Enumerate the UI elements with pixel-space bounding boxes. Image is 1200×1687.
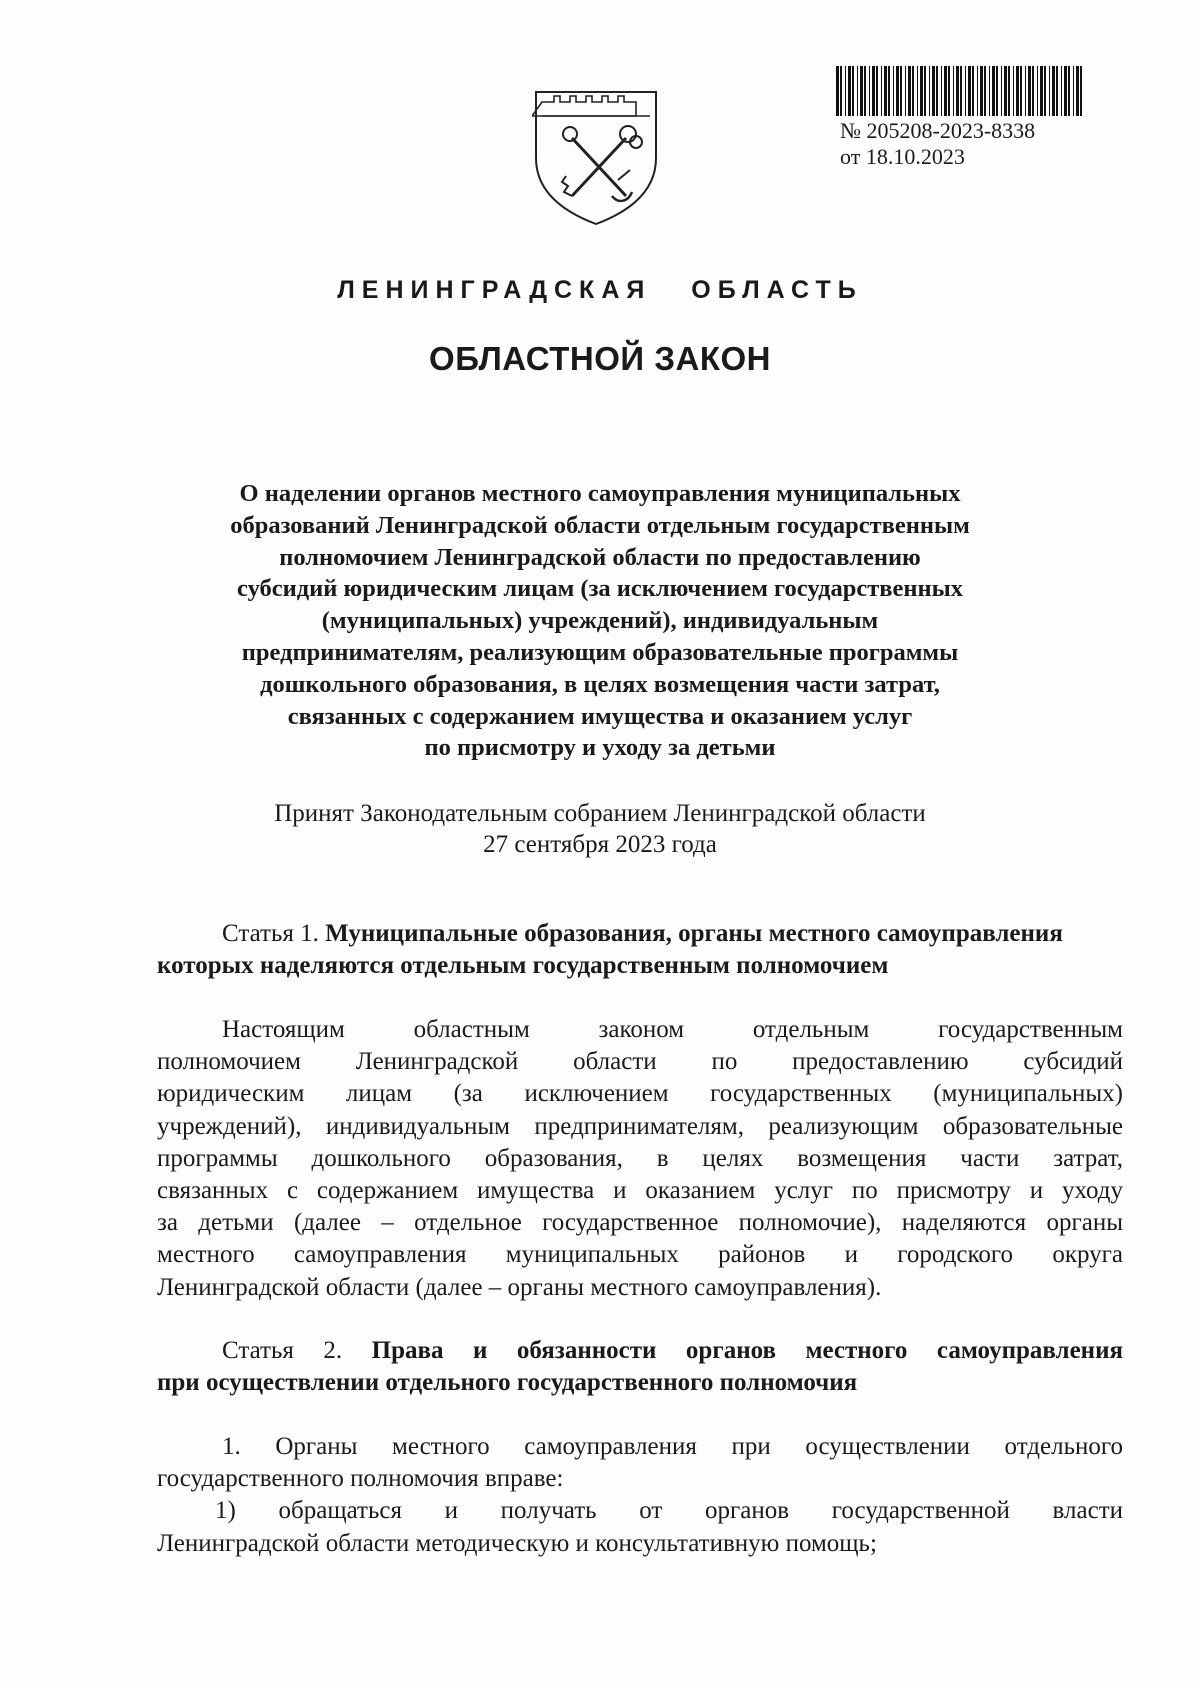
region-name: ЛЕНИНГРАДСКАЯ ОБЛАСТЬ (337, 276, 863, 304)
law-title-line: образований Ленинградской области отдельным государственным (230, 511, 970, 539)
article-1-title: Муниципальные образования, органы местного самоуправления (325, 920, 1063, 947)
coat-of-arms-icon (532, 88, 660, 226)
paragraph-line: юридическим лицам (за исключением государственных (муниципальных) (157, 1080, 1123, 1108)
article-1-label: Статья 1. (222, 920, 319, 947)
law-title-line: связанных с содержанием имущества и оказанием услуг (287, 702, 913, 730)
paragraph-line: Ленинградской области (далее – органы местного самоуправления). (157, 1273, 882, 1301)
paragraph-line: полномочием Ленинградской области по предоставлению субсидий (157, 1048, 1123, 1076)
article-2-title: Права и обязанности органов местного самоуправления (371, 1337, 1123, 1364)
paragraph-line: программы дошкольного образования, в целях возмещения части затрат, (157, 1144, 1123, 1172)
paragraph-line: государственного полномочия вправе: (157, 1465, 564, 1493)
paragraph-line: Настоящим областным законом отдельным государственным (222, 1016, 1123, 1043)
law-title-line: предпринимателям, реализующим образовательные программы (241, 638, 959, 666)
law-title-line: дошкольного образования, в целях возмещения части затрат, (260, 670, 940, 698)
article-1-text (157, 1014, 1123, 1304)
article-2-title-cont: при осуществлении отдельного государственного полномочия (157, 1369, 858, 1397)
adoption-line: Принят Законодательным собранием Ленинградской области (274, 800, 926, 827)
paragraph-line: 1) обращаться и получать от органов государственной власти (215, 1497, 1123, 1525)
adoption-note (150, 798, 1050, 860)
paragraph-line: за детьми (далее – отдельное государственное полномочие), наделяются органы (157, 1209, 1123, 1237)
registration-number: № 205208-2023-8338 (840, 118, 1036, 143)
registration-date: от 18.10.2023 (840, 144, 965, 169)
paragraph-line: местного самоуправления муниципальных районов и городского округа (157, 1241, 1123, 1269)
law-title (150, 478, 1050, 764)
article-2-heading (157, 1335, 1123, 1399)
article-1-title-cont: которых наделяются отдельным государственным полномочием (157, 952, 889, 980)
law-title-line: субсидий юридическим лицам (за исключением государственных (237, 575, 963, 603)
document-type: ОБЛАСТНОЙ ЗАКОН (429, 340, 771, 377)
paragraph-line: учреждений), индивидуальным предпринимателям, реализующим образовательные (157, 1112, 1123, 1140)
barcode-icon (834, 66, 1084, 116)
registration-block (840, 118, 1035, 170)
article-2-text (157, 1431, 1123, 1560)
paragraph-line: 1. Органы местного самоуправления при осуществлении отдельного (222, 1433, 1123, 1460)
paragraph-line: Ленинградской области методическую и консультативную помощь; (157, 1529, 877, 1557)
article-1-heading (157, 918, 1123, 982)
article-2-label: Статья 2. (222, 1337, 343, 1364)
law-title-line: (муниципальных) учреждений), индивидуальным (321, 607, 879, 635)
law-title-line: полномочием Ленинградской области по предоставлению (279, 543, 921, 571)
paragraph-line: связанных с содержанием имущества и оказанием услуг по присмотру и уходу (157, 1177, 1123, 1205)
law-title-line: по присмотру и уходу за детьми (424, 734, 776, 762)
law-title-line: О наделении органов местного самоуправления муниципальных (239, 480, 961, 507)
adoption-line: 27 сентября 2023 года (483, 831, 717, 858)
